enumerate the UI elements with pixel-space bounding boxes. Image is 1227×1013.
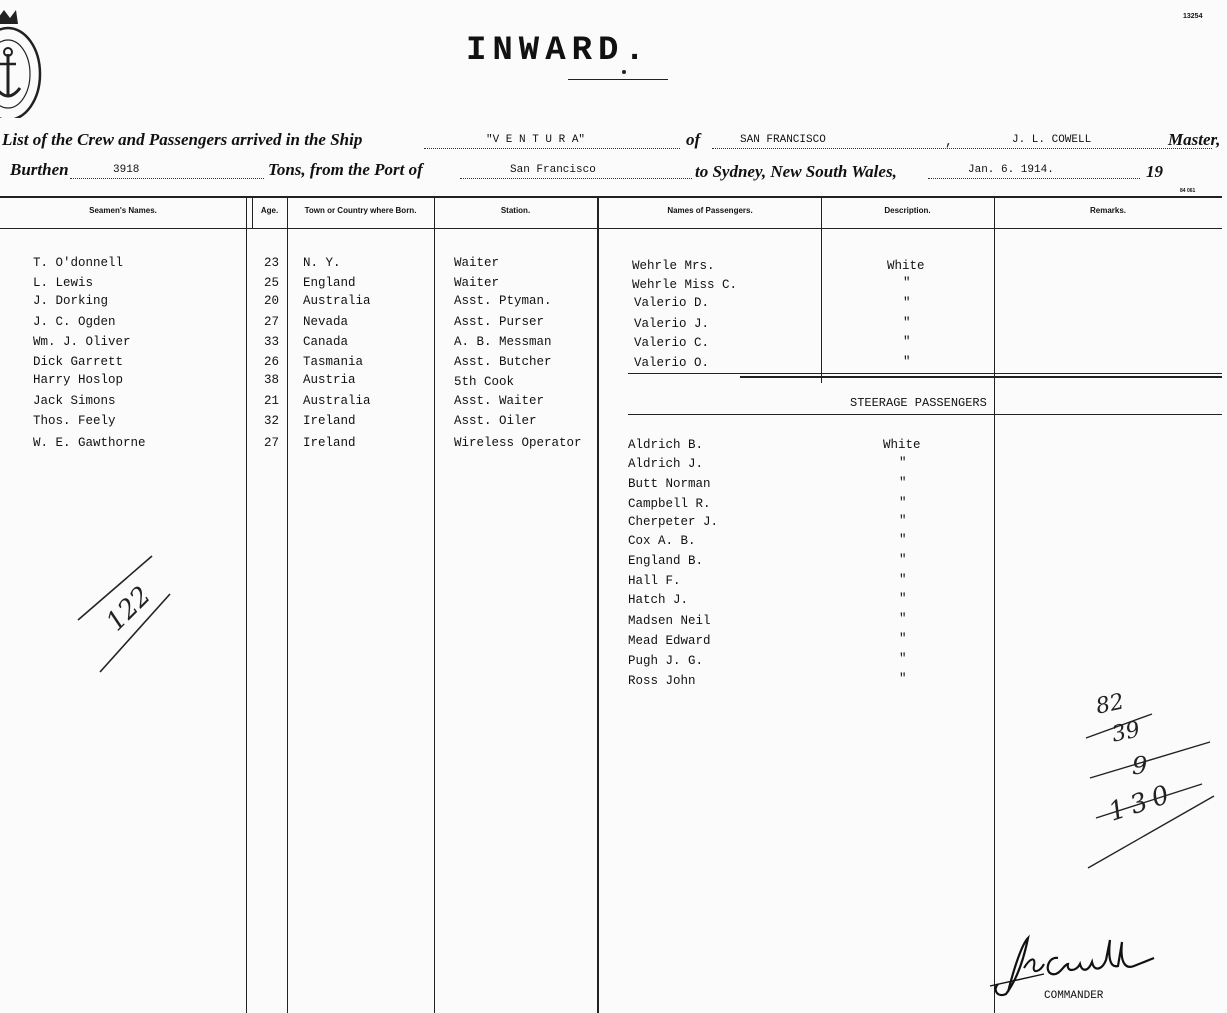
burthen-label: Burthen	[10, 160, 69, 179]
to-label: to Sydney, New South Wales,	[695, 162, 897, 181]
crew-age: 21	[264, 394, 280, 408]
steerage-description: "	[899, 553, 907, 567]
crew-born: Nevada	[303, 315, 349, 329]
steerage-description: "	[899, 632, 907, 646]
tally-value: 39	[1109, 717, 1143, 748]
line1-prefix: List of the Crew and Passengers arrived in the Ship	[2, 130, 363, 149]
comma-mark: ,	[945, 134, 953, 149]
col-divider-passengers	[597, 198, 599, 1013]
header-passengers: Names of Passengers.	[667, 206, 753, 215]
steerage-rule	[628, 414, 1222, 415]
crew-station: Waiter	[454, 256, 500, 270]
steerage-description: White	[883, 438, 921, 452]
steerage-name: Hatch J.	[628, 593, 689, 607]
steerage-description: "	[899, 612, 907, 626]
page-title: INWARD.	[466, 32, 651, 70]
crew-station: Asst. Butcher	[454, 355, 552, 369]
ship-name: "V E N T U R A"	[486, 134, 586, 146]
header-bottom-border	[0, 228, 1222, 229]
steerage-label: STEERAGE PASSENGERS	[850, 396, 987, 410]
crew-station: Waiter	[454, 276, 500, 290]
commander-label: COMMANDER	[1044, 990, 1104, 1002]
date-field-line	[928, 178, 1140, 179]
crew-name: J. Dorking	[33, 294, 109, 308]
crew-age: 27	[264, 436, 280, 450]
master-label: Master,	[1168, 130, 1221, 149]
crew-station: Asst. Ptyman.	[454, 294, 552, 308]
steerage-name: Aldrich J.	[628, 457, 704, 471]
crew-born: Tasmania	[303, 355, 364, 369]
of-label: of	[686, 130, 701, 149]
steerage-description: "	[899, 496, 907, 510]
passenger-description: "	[903, 355, 911, 369]
steerage-name: Aldrich B.	[628, 438, 704, 452]
passenger-description: "	[903, 316, 911, 330]
steerage-name: Hall F.	[628, 574, 681, 588]
steerage-description: "	[899, 592, 907, 606]
crew-born: N. Y.	[303, 256, 341, 270]
passenger-description: "	[903, 276, 911, 290]
department-seal	[0, 8, 44, 118]
crew-born: England	[303, 276, 356, 290]
crew-born: Australia	[303, 294, 371, 308]
passenger-description: "	[903, 296, 911, 310]
passenger-name: Valerio C.	[634, 336, 710, 350]
form-code: 84 061	[1180, 188, 1196, 194]
table-top-border	[0, 196, 1222, 198]
header-description: Description.	[884, 206, 931, 215]
col-divider-description	[821, 198, 822, 383]
col-divider-age	[246, 198, 247, 1013]
crew-born: Ireland	[303, 436, 356, 450]
header-age: Age.	[260, 206, 279, 215]
passenger-end-rule	[628, 373, 1222, 374]
steerage-name: Cherpeter J.	[628, 515, 719, 529]
crew-age: 38	[264, 373, 280, 387]
steerage-description: "	[899, 514, 907, 528]
crew-name: J. C. Ogden	[33, 315, 116, 329]
steerage-name: Cox A. B.	[628, 534, 696, 548]
crew-born: Australia	[303, 394, 371, 408]
header-remarks: Remarks.	[1089, 206, 1127, 215]
year-prefix: 19	[1146, 162, 1163, 181]
crew-name: Harry Hoslop	[33, 373, 124, 387]
passenger-name: Wehrle Miss C.	[632, 278, 738, 292]
passenger-end-rule-thick	[740, 376, 1222, 378]
crew-station: Asst. Oiler	[454, 414, 537, 428]
crew-age: 27	[264, 315, 280, 329]
ship-field-line	[424, 148, 680, 149]
crew-station: Asst. Waiter	[454, 394, 545, 408]
crew-age: 26	[264, 355, 280, 369]
steerage-name: Mead Edward	[628, 634, 711, 648]
tally-value: 82	[1093, 689, 1127, 720]
crew-age: 25	[264, 276, 280, 290]
crew-name: Thos. Feely	[33, 414, 116, 428]
crew-station: Asst. Purser	[454, 315, 545, 329]
master-name: J. L. COWELL	[1012, 134, 1092, 146]
steerage-name: Campbell R.	[628, 497, 711, 511]
title-dot	[622, 70, 626, 74]
from-port-field-line	[460, 178, 692, 179]
steerage-description: "	[899, 476, 907, 490]
crew-name: T. O'donnell	[33, 256, 124, 270]
passenger-description: White	[887, 259, 925, 273]
crew-name: L. Lewis	[33, 276, 94, 290]
steerage-name: England B.	[628, 554, 704, 568]
passenger-name: Valerio O.	[634, 356, 710, 370]
crew-name: Dick Garrett	[33, 355, 124, 369]
crew-station: A. B. Messman	[454, 335, 552, 349]
burthen-value: 3918	[113, 164, 140, 176]
steerage-description: "	[899, 652, 907, 666]
tons-label: Tons, from the Port of	[268, 160, 423, 179]
crew-station: 5th Cook	[454, 375, 515, 389]
passenger-name: Valerio J.	[634, 317, 710, 331]
tally-value: 9	[1132, 752, 1148, 780]
from-port: San Francisco	[510, 164, 596, 176]
passenger-name: Wehrle Mrs.	[632, 259, 715, 273]
crew-age: 20	[264, 294, 280, 308]
crew-name: W. E. Gawthorne	[33, 436, 146, 450]
steerage-name: Madsen Neil	[628, 614, 711, 628]
title-underline	[568, 79, 668, 80]
port-field-line	[712, 148, 1212, 149]
col-divider-remarks	[994, 198, 995, 1013]
header-station: Station.	[500, 206, 531, 215]
steerage-description: "	[899, 533, 907, 547]
crew-name: Jack Simons	[33, 394, 116, 408]
crew-age: 32	[264, 414, 280, 428]
crew-station: Wireless Operator	[454, 436, 582, 450]
crew-born: Austria	[303, 373, 356, 387]
steerage-name: Butt Norman	[628, 477, 711, 491]
crew-born: Canada	[303, 335, 349, 349]
crew-born: Ireland	[303, 414, 356, 428]
header-born: Town or Country where Born.	[304, 206, 417, 215]
steerage-description: "	[899, 456, 907, 470]
passenger-name: Valerio D.	[634, 296, 710, 310]
crew-age: 33	[264, 335, 280, 349]
col-divider-born	[287, 198, 288, 1013]
home-port: SAN FRANCISCO	[740, 134, 826, 146]
passenger-description: "	[903, 335, 911, 349]
header-seamens-names: Seamen's Names.	[89, 206, 157, 215]
crew-age: 23	[264, 256, 280, 270]
document-number: 13254	[1183, 13, 1203, 20]
col-divider-station	[434, 198, 435, 1013]
steerage-name: Pugh J. G.	[628, 654, 704, 668]
handwritten-count: 122	[100, 580, 157, 638]
steerage-description: "	[899, 672, 907, 686]
tally-value: 130	[1105, 778, 1179, 828]
burthen-field-line	[70, 178, 264, 179]
steerage-description: "	[899, 573, 907, 587]
arrival-date: Jan. 6. 1914.	[968, 164, 1054, 176]
crew-name: Wm. J. Oliver	[33, 335, 131, 349]
steerage-name: Ross John	[628, 674, 696, 688]
